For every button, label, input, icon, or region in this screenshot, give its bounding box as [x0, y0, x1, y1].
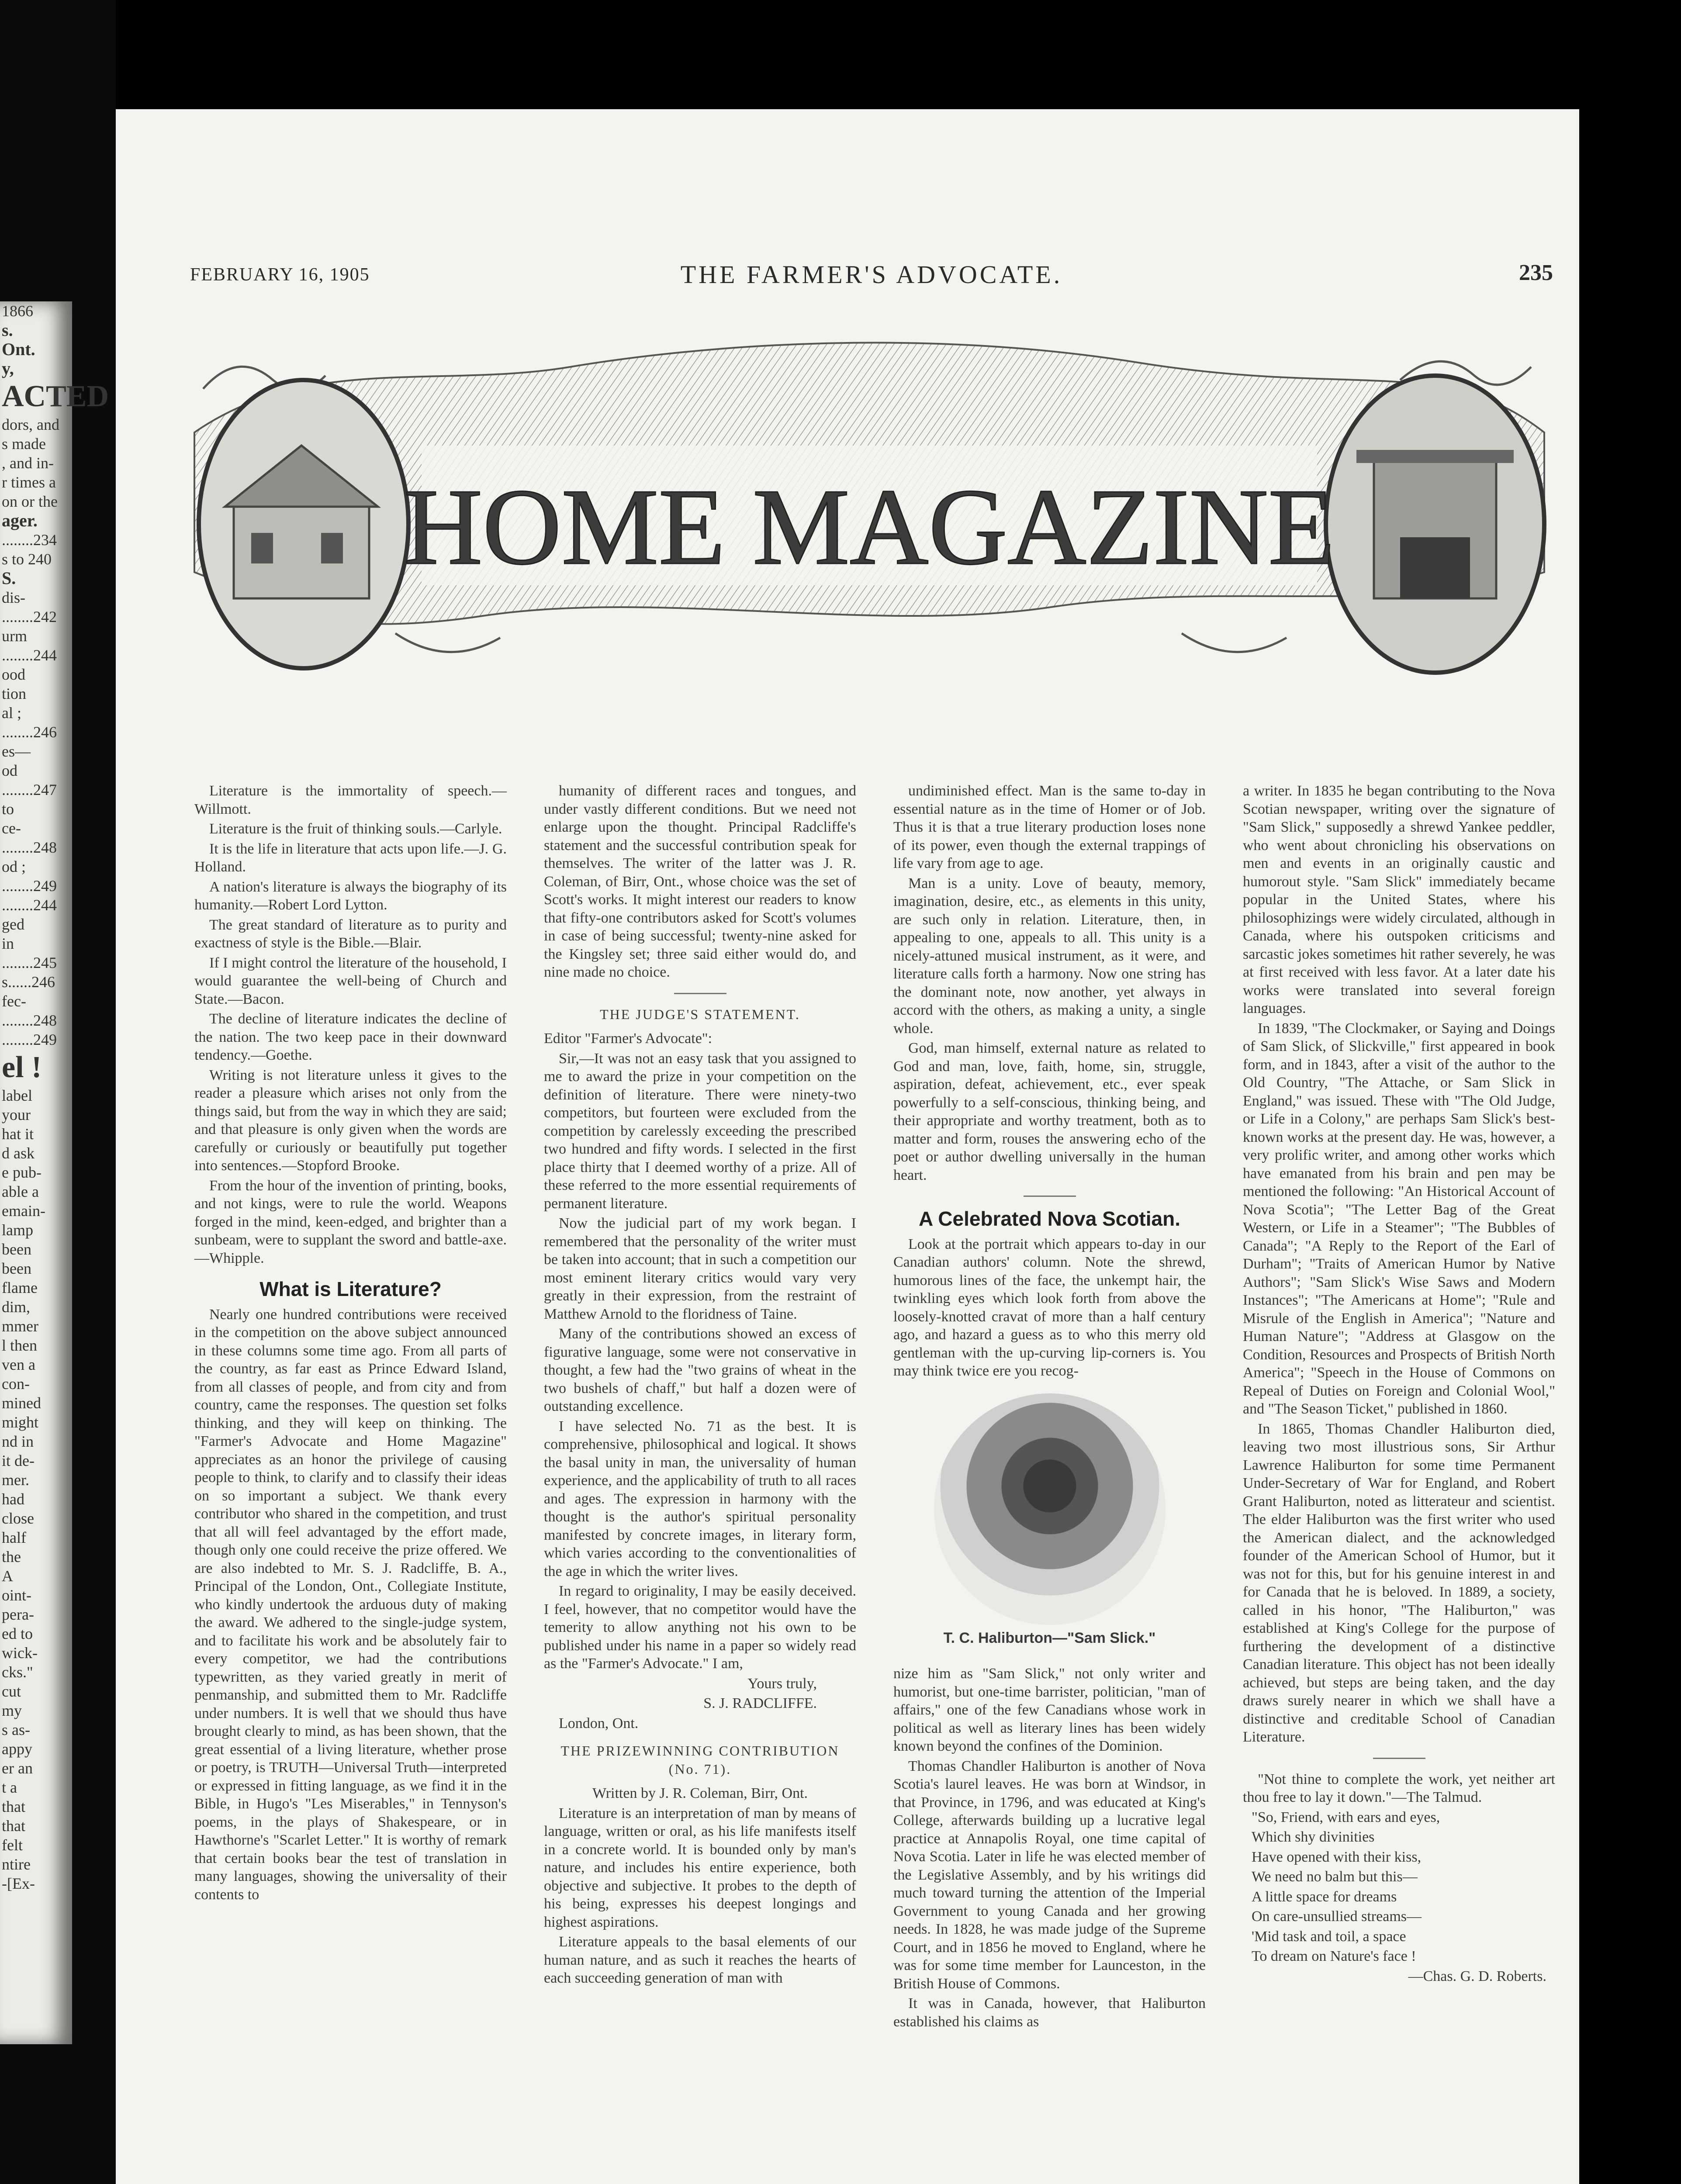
previous-page-fragment: ........247 — [2, 781, 57, 798]
previous-page-fragment: -[Ex- — [2, 1875, 35, 1892]
previous-page-fragment: pera- — [2, 1606, 34, 1623]
quote: The decline of literature indicates the decline of the nation. The two keep pace in their downward tendency.—Goethe. — [194, 1011, 507, 1063]
previous-page-fragment: ........246 — [2, 723, 57, 741]
previous-page-fragment: ........249 — [2, 1031, 57, 1048]
banner-title: HOME MAGAZINE — [404, 467, 1335, 587]
poem-line: We need no balm but this— — [1252, 1869, 1418, 1885]
previous-page-fragment: the — [2, 1548, 21, 1565]
closing: Yours truly, — [747, 1675, 817, 1692]
previous-page-fragment: ven a — [2, 1356, 35, 1373]
home-magazine-banner — [177, 301, 1562, 695]
banner-illustration — [177, 301, 1562, 695]
previous-page-fragment: been — [2, 1260, 31, 1277]
quote: From the hour of the invention of printing, books, and not kings, were to rule the world. Weapons forged in the mind, keen-edged, and brighter than a sunbeam, were to supplant the sword and battle-axe.—Whipple. — [194, 1177, 507, 1266]
paragraph: Man is a unity. Love of beauty, memory, imagination, desire, etc., as elements in this unity, are such only in relation. Literature, then, in appealing to one, appeals to all. This unity is a nicely-attuned musical instrument, as it were, and literature calls forth a harmony. Now one string has the dominant note, now another, yet always in accord with the others, as making a unity, a single whole. — [893, 875, 1206, 1037]
quote: If I might control the literature of the household, I would guarantee the well-being of Church and State.—Bacon. — [194, 954, 507, 1007]
column-4 — [1243, 782, 1555, 1987]
divider — [674, 993, 726, 994]
article-body: Nearly one hundred contributions were received in the competition on the above subject announced in these columns some time ago. From all parts of the country, as far east as Prince Edward Island, from all classes of people, and from city and from country, came the responses. The question set folks thinking, and they will keep on thinking. The "Farmer's Advocate and Home Magazine" appreciates as an honor the privilege of causing people to think, to clarify and to classify their ideas on so important a subject. We thank every contributor who shared in the competition, and trust that all will feel advantaged by the effort made, though only one could receive the prize offered. We are also indebted to Mr. S. J. Radcliffe, B. A., Principal of the London, Ont., Collegiate Institute, who kindly undertook the arduous duty of making the award. We adhered to the single-judge system, and to facilitate his work and be absolutely fair to every competitor, we had the contributions typewritten, as they varied greatly in merit of penmanship, and submitted them to Mr. Radcliffe under numbers. It is well that we should thus have brought clearly to mind, as has been shown, that the great essential of a living literature, whether prose or poetry, is TRUTH—Universal Truth—interpreted or expressed in fitting language, as we find it in the Bible, in Hugo's "Les Miserables," in Tennyson's poems, in the plays of Shakespeare, or in Hawthorne's "Scarlet Letter." It is worthy of remark that certain books bear the test of translation in many languages, showing the universality of their contents to — [194, 1306, 507, 1903]
newspaper-page — [116, 109, 1579, 2184]
previous-page-fragment: fec- — [2, 992, 26, 1010]
previous-page-fragment: , and in- — [2, 454, 54, 472]
previous-page-fragment: label — [2, 1087, 32, 1104]
previous-page-fragment: to — [2, 800, 14, 818]
previous-page-fragment: ........248 — [2, 839, 57, 856]
previous-page-fragment: close — [2, 1510, 34, 1527]
previous-page-fragment: my — [2, 1702, 22, 1719]
previous-page-fragment: s. — [2, 320, 13, 340]
previous-page-fragment: er an — [2, 1759, 33, 1777]
paragraph: It was in Canada, however, that Haliburton established his claims as — [893, 1995, 1206, 2030]
previous-page-fragment: flame — [2, 1279, 38, 1296]
literature-quotes — [194, 782, 507, 1267]
haliburton-portrait — [934, 1393, 1166, 1625]
previous-page-fragment: cks." — [2, 1663, 33, 1681]
previous-page-fragment: dis- — [2, 589, 25, 606]
previous-page-fragment: oint- — [2, 1586, 31, 1604]
previous-page-fragment: ........242 — [2, 608, 57, 625]
previous-page-fragment: nd in — [2, 1433, 34, 1450]
poem-line: Have opened with their kiss, — [1252, 1849, 1422, 1865]
previous-page-fragment: t a — [2, 1779, 17, 1796]
previous-page-fragment: that — [2, 1798, 25, 1815]
previous-page-fragment: half — [2, 1529, 26, 1546]
page-number: 235 — [1519, 260, 1553, 285]
page-header — [190, 260, 1553, 295]
quote: Literature is the fruit of thinking souls.—Carlyle. — [209, 821, 502, 837]
poem-line: 'Mid task and toil, a space — [1252, 1928, 1406, 1945]
previous-page-fragment: that — [2, 1817, 25, 1835]
paragraph: In 1839, "The Clockmaker, or Saying and Doings of Sam Slick, of Slickville," first appeared in book form, and in 1843, after a visit of the author to the Old Country, "The Attache, or Sam Slick in England," was issued. These with "The Old Judge, or Life in a Colony," are perhaps Sam Slick's best-known works at the present day. He was, however, a very prolific writer, and among other works which have emanated from his brain and pen may be mentioned the following: "An Historical Account of Nova Scotia"; "The Letter Bag of the Great Western, or Life in a Steamer"; "The Bubbles of Canada"; "A Reply to the Report of the Earl of Durham"; "Traits of American Humor by Native Authors"; "Sam Slick's Wise Saws and Modern Instances"; "The Americans at Home"; "Rule and Misrule of the English in America"; "Nature and Human Nature"; "Address at Glasgow on the Condition, Resources and Prospects of British North America"; "Speech in the House of Commons on Repeal of Duties on Foreign and Colonial Wool," and "The Season Ticket," published in 1860. — [1243, 1020, 1555, 1417]
paragraph: In regard to originality, I may be easily deceived. I feel, however, that no competitor would have the temerity to allow anything not his own to be published under his name in a paper so widely read as the "Farmer's Advocate." I am, — [544, 1583, 856, 1672]
place: London, Ont. — [559, 1715, 639, 1731]
previous-page-fragment: able a — [2, 1183, 39, 1200]
previous-page-fragment: r times a — [2, 473, 56, 491]
previous-page-fragment: emain- — [2, 1202, 45, 1220]
previous-page-fragment: been — [2, 1241, 31, 1258]
previous-page-fragment: on or the — [2, 493, 58, 510]
poem-line: Which shy divinities — [1252, 1829, 1375, 1845]
quote: Literature is the immortality of speech.—Willmott. — [194, 783, 507, 817]
previous-page-fragment: it de- — [2, 1452, 35, 1469]
poem-line: A little space for dreams — [1252, 1888, 1397, 1905]
previous-page-fragment: e pub- — [2, 1164, 42, 1181]
previous-page-fragment: mined — [2, 1394, 41, 1412]
paragraph: Sir,—It was not an easy task that you assigned to me to award the prize in your competition on the definition of literature. There were ninety-two competitors, but fourteen were excluded from the competition by carelessly exceeding the prescribed two hundred and fifty words. I selected in the first place thirty that I deemed worthy of a prize. All of these referred to the more essential requirements of permanent literature. — [544, 1050, 856, 1212]
previous-page-fragment: cut — [2, 1683, 21, 1700]
paragraph: In 1865, Thomas Chandler Haliburton died, leaving two most illustrious sons, Sir Arthur Lawrence Haliburton for some time Permanent Under-Secretary of War for England, and Robert Grant Haliburton, noted as litterateur and scientist. The elder Haliburton was the first writer who used the American dialect, and the acknowledged founder of the American School of Humor, but it was not for this, but for his genuine interest in and for Canada that he is beloved. In 1889, a society, called in his honor, "The Haliburton," was established at King's College for the purpose of furthering the development of a distinctive Canadian literature. This object has not been ideally achieved, but steps are being taken, and the day draws surely nearer in which we shall have a distinctive and creditable School of Canadian Literature. — [1243, 1420, 1555, 1745]
previous-page-fragment: mer. — [2, 1471, 29, 1489]
previous-page-fragment: s as- — [2, 1721, 30, 1738]
previous-page-fragment: ACTED — [2, 380, 109, 413]
section-heading-judges-statement: THE JUDGE'S STATEMENT. — [600, 1006, 800, 1022]
previous-page-fragment: l then — [2, 1337, 37, 1354]
portrait-caption: T. C. Haliburton—"Sam Slick." — [943, 1629, 1156, 1646]
previous-page-fragment: s to 240 — [2, 550, 52, 568]
poem-line: "So, Friend, with ears and eyes, — [1252, 1809, 1440, 1825]
previous-page-fragment: d ask — [2, 1144, 35, 1162]
signature: S. J. RADCLIFFE. — [703, 1695, 817, 1711]
previous-page-fragment: dors, and — [2, 416, 59, 433]
paragraph: I have selected No. 71 as the best. It is comprehensive, philosophical and logical. It shows the basal unity in man, the universality of human experience, and the applicability of truth to all races and ages. The expression in harmony with the thought is the author's spiritual personality manifested by concrete images, in literary form, which varies according to the conventionalities of the age in which the writer lives. — [544, 1418, 856, 1579]
previous-page-fragment: wick- — [2, 1644, 38, 1662]
paragraph: Thomas Chandler Haliburton is another of Nova Scotia's laurel leaves. He was born at Windsor, in that Province, in 1796, and was educated at King's College, afterwards building up a lucrative legal practice at Annapolis Royal, one time capital of Nova Scotia. Later in life he was elected member of the Legislative Assembly, and by his writings did much toward turning the attention of the Imperial Government to young Canada and her growing needs. In 1828, he was made judge of the Supreme Court, and in 1856 he moved to England, where he was for some time member for Launceston, in the British House of Commons. — [893, 1758, 1206, 1992]
previous-page-fragment: hat it — [2, 1125, 34, 1143]
previous-page-fragment: ager. — [2, 511, 38, 530]
divider — [1373, 1758, 1425, 1759]
previous-page-fragment: Ont. — [2, 339, 35, 359]
paragraph: Literature is an interpretation of man by means of language, written or oral, as his life manifests itself in a concrete world. It is bounded only by man's nature, and includes his entire experience, both objective and subjective. It probes to the depth of his being, expresses his deepest longings and highest aspirations. — [544, 1805, 856, 1930]
previous-page-fragment: might — [2, 1413, 39, 1431]
previous-page-fragment: od ; — [2, 858, 26, 875]
masthead-title: THE FARMER'S ADVOCATE. — [680, 260, 1063, 289]
previous-page-fragment: ........244 — [2, 646, 57, 664]
previous-page-fragment: lamp — [2, 1221, 33, 1239]
previous-page-fragment: ........248 — [2, 1012, 57, 1029]
previous-page-fragment: your — [2, 1106, 31, 1123]
previous-page-fragment: A — [2, 1567, 13, 1585]
previous-page-fragment: ce- — [2, 819, 21, 837]
section-heading-prizewinning: THE PRIZEWINNING CONTRIBUTION (No. 71). — [560, 1743, 840, 1777]
poem-author: —Chas. G. D. Roberts. — [1408, 1968, 1546, 1984]
previous-page-fragment: ........234 — [2, 531, 57, 549]
divider — [1024, 1196, 1076, 1197]
previous-page-fragment: ........244 — [2, 896, 57, 914]
previous-page-fragment: tion — [2, 685, 27, 702]
previous-page-fragment: urm — [2, 627, 27, 645]
previous-page-fragment: ........245 — [2, 954, 57, 971]
paragraph: Look at the portrait which appears to-day in our Canadian authors' column. Note the shrewd, humorous lines of the face, the unkempt hair, the twinkling eyes which look forth from above the loosely-knotted cravat of more than a half century ago, and hazard a guess as to who this merry old gentleman with the up-curving lip-corners is. You may think twice ere you recog- — [893, 1236, 1206, 1379]
previous-page-fragment: S. — [2, 568, 16, 588]
issue-date: FEBRUARY 16, 1905 — [190, 265, 370, 285]
quote: It is the life in literature that acts upon life.—J. G. Holland. — [194, 840, 507, 875]
quote: Writing is not literature unless it gives to the reader a pleasure which arises not only from the things said, but from the way in which they are said; and that pleasure is only given when the words are carefully or curiously or beautifully put together into sentences.—Stopford Brooke. — [194, 1067, 507, 1174]
previous-page-fragment: 1866 — [2, 302, 33, 320]
quote: A nation's literature is always the biography of its humanity.—Robert Lord Lytton. — [194, 878, 507, 913]
previous-page-fragment: ood — [2, 666, 25, 683]
previous-page-fragment: es— — [2, 743, 31, 760]
previous-page-fragment: ........249 — [2, 877, 57, 895]
poem-line: To dream on Nature's face ! — [1252, 1948, 1416, 1964]
quote: The great standard of literature as to purity and exactness of style is the Bible.—Blair. — [194, 916, 507, 951]
talmud-quote: "Not thine to complete the work, yet neither art thou free to lay it down."—The Talmud. — [1243, 1771, 1555, 1805]
previous-page-fragment: s made — [2, 435, 46, 453]
salutation: Editor "Farmer's Advocate": — [544, 1030, 713, 1047]
poem — [1243, 1808, 1555, 1966]
column-2 — [544, 782, 856, 1989]
previous-page-fragment: appy — [2, 1740, 32, 1758]
previous-page-fragment: mmer — [2, 1317, 38, 1335]
paragraph: humanity of different races and tongues, and under vastly different conditions. But we need not enlarge upon the thought. Principal Radcliffe's statement and the successful contribution speak for themselves. The writer of the latter was J. R. Coleman, of Birr, Ont., whose choice was the set of Scott's works. It might interest our readers to know that fifty-one contributors asked for Scott's volumes in case of being successful; twenty-nine asked for the Kingsley set; three said either would do, and nine made no choice. — [544, 783, 856, 980]
previous-page-fragment: y, — [2, 359, 14, 378]
paragraph: God, man himself, external nature as related to God and man, love, faith, home, sin, struggle, aspiration, defeat, achievement, etc., ever speak powerfully to a self-conscious, thinking being, and their appropriate and worthy treatment, both as to matter and form, rouses the answering echo of the poet or author dwelling universally in the human heart. — [893, 1040, 1206, 1183]
paragraph: Now the judicial part of my work began. I remembered that the personality of the writer must be taken into account; that in such a competition our most eminent literary critics would vary very greatly in their expression, from the restraint of Matthew Arnold to the floridness of Taine. — [544, 1215, 856, 1322]
previous-page-fragment: dim, — [2, 1298, 31, 1316]
previous-page-fragment: el ! — [2, 1051, 42, 1084]
column-3 — [893, 782, 1206, 2032]
previous-page-fragment: in — [2, 935, 14, 952]
paragraph: nize him as "Sam Slick," not only writer and humorist, but one-time barrister, politician, "man of affairs," one of the few Canadians whose work in political as well as literary lines has been widely known beyond the confines of the Dominion. — [893, 1666, 1206, 1754]
section-heading-what-is-literature: What is Literature? — [259, 1278, 442, 1300]
previous-page-fragment: ged — [2, 916, 24, 933]
previous-page-fragment: felt — [2, 1836, 23, 1854]
previous-page-fragment: ed to — [2, 1625, 33, 1642]
poem-line: On care-unsullied streams— — [1252, 1908, 1422, 1925]
previous-page-fragment: ntire — [2, 1856, 31, 1873]
previous-page-fragment: s......246 — [2, 973, 55, 991]
paragraph: a writer. In 1835 he began contributing to the Nova Scotian newspaper, writing over the signature of "Sam Slick," supposedly a shrewd Yankee peddler, who went about chronicling his observations on men and events in an originally caustic and humorout style. "Sam Slick" immediately became popular in the United States, where his philosophizings were widely circulated, although in Canada, where his outspoken criticisms and sarcastic jokes sometimes hit rather severely, he was at first received with less favor. At a later date his works were translated into several foreign languages. — [1243, 783, 1555, 1016]
previous-page-edge — [0, 301, 109, 2044]
byline: Written by J. R. Coleman, Birr, Ont. — [592, 1785, 808, 1801]
previous-page-fragment: had — [2, 1490, 24, 1508]
previous-page-fragment: al ; — [2, 704, 21, 722]
paragraph: undiminished effect. Man is the same to-day in essential nature as in the time of Homer or of Job. Thus it is that a true literary production loses none of its power, even though the external trappings of life vary from age to age. — [893, 783, 1206, 871]
paragraph: Literature appeals to the basal elements of our human nature, and as such it reaches the hearts of each succeeding generation of man with — [544, 1934, 856, 1986]
paragraph: Many of the contributions showed an excess of figurative language, some were not conservative in thought, a few had the "two grains of wheat in the two bushels of chaff," but half a dozen were of outstanding excellence. — [544, 1326, 856, 1414]
column-1 — [194, 782, 507, 1905]
previous-page-fragment: od — [2, 762, 17, 779]
section-heading-nova-scotian: A Celebrated Nova Scotian. — [918, 1207, 1180, 1230]
previous-page-fragment: con- — [2, 1375, 30, 1393]
